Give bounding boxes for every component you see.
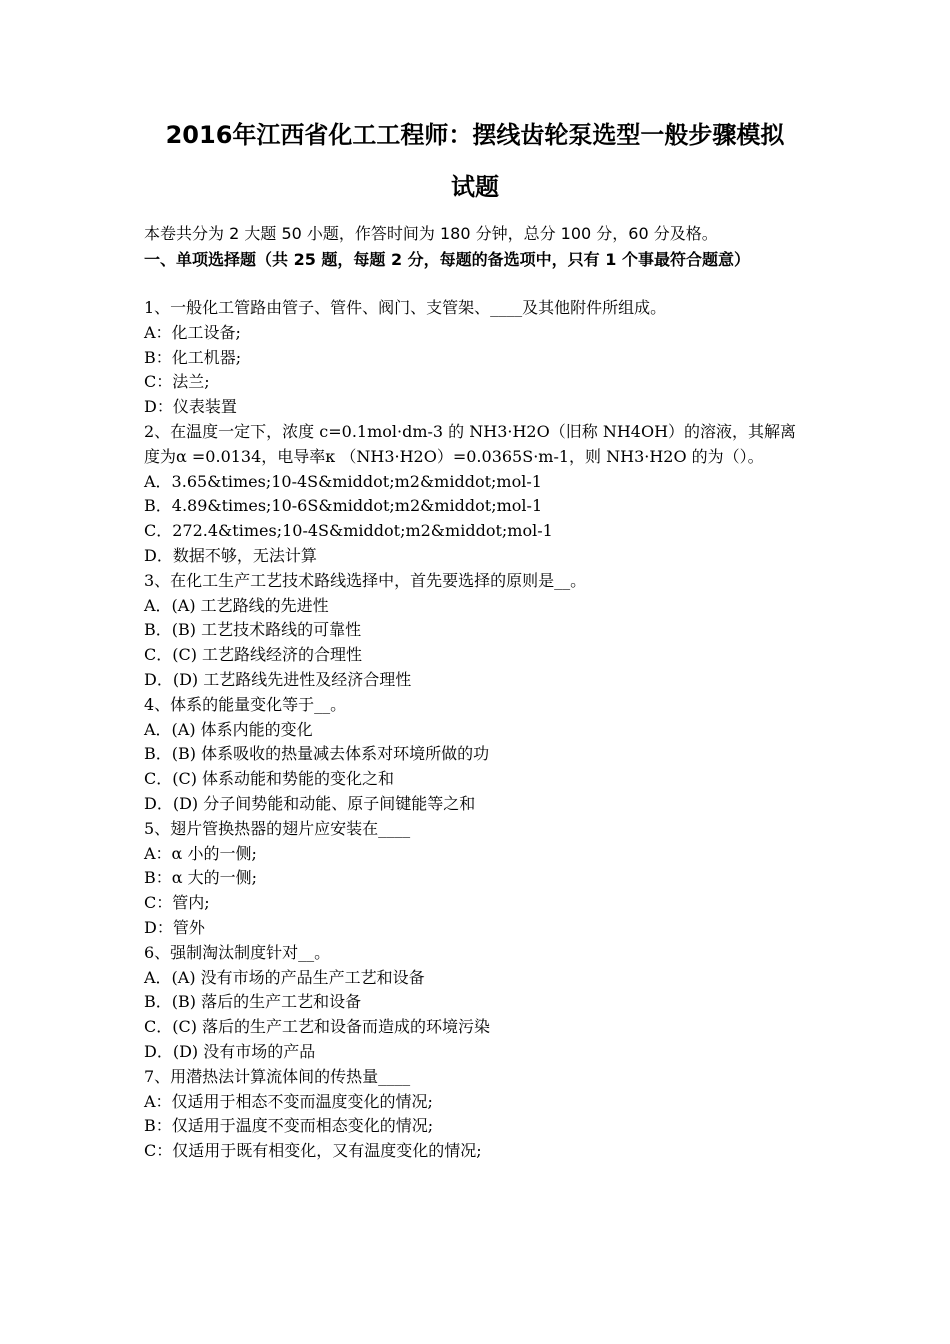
answer-option: C：管内; <box>144 893 210 913</box>
answer-option: A．(A) 体系内能的变化 <box>144 719 313 739</box>
answer-option: B：化工机器; <box>144 347 242 367</box>
exam-intro: 本卷共分为 2 大题 50 小题，作答时间为 180 分钟，总分 100 分，60 分及格。 <box>144 224 718 243</box>
section-heading: 一、单项选择题（共 25 题，每题 2 分，每题的备选项中，只有 1 个事最符合题意） <box>144 250 750 269</box>
document-title-line-1: 2016年江西省化工工程师：摆线齿轮泵选型一般步骤模拟 <box>165 121 785 149</box>
question-list <box>144 296 808 1164</box>
question <box>144 569 808 693</box>
answer-option: D．(D) 没有市场的产品 <box>144 1041 316 1061</box>
answer-option: B．(B) 工艺技术路线的可靠性 <box>144 620 362 640</box>
document-title-line-2: 试题 <box>451 173 499 201</box>
answer-option: A．(A) 没有市场的产品生产工艺和设备 <box>144 967 425 987</box>
question-stem: 6、强制淘汰制度针对__。 <box>144 942 331 962</box>
answer-option: C．(C) 落后的生产工艺和设备而造成的环境污染 <box>144 1017 491 1037</box>
question-stem: 3、在化工生产工艺技术路线选择中，首先要选择的原则是__。 <box>144 570 587 590</box>
question <box>144 1065 808 1164</box>
question <box>144 817 808 941</box>
answer-option: D．(D) 工艺路线先进性及经济合理性 <box>144 669 412 689</box>
answer-option: D．数据不够，无法计算 <box>144 545 317 565</box>
answer-option: B：仅适用于温度不变而相态变化的情况; <box>144 1116 434 1136</box>
answer-option: D：管外 <box>144 917 205 937</box>
answer-option: A．(A) 工艺路线的先进性 <box>144 595 329 615</box>
question <box>144 693 808 817</box>
answer-option: B．4.89&times;10-6S&middot;m2&middot;mol-1 <box>144 496 543 516</box>
answer-option: D：仪表装置 <box>144 397 237 417</box>
question-stem: 4、体系的能量变化等于__。 <box>144 694 347 714</box>
answer-option: B．(B) 落后的生产工艺和设备 <box>144 992 362 1012</box>
question-stem: 5、翅片管换热器的翅片应安装在____ <box>144 818 411 838</box>
question <box>144 941 808 1065</box>
question <box>144 296 808 420</box>
question-stem: 1、一般化工管路由管子、管件、阀门、支管架、____及其他附件所组成。 <box>144 298 667 317</box>
answer-option: B：α 大的一侧; <box>144 868 258 888</box>
answer-option: C．(C) 体系动能和势能的变化之和 <box>144 769 395 789</box>
answer-option: A：化工设备; <box>144 322 241 342</box>
answer-option: A：α 小的一侧; <box>144 843 257 863</box>
question-stem: 7、用潜热法计算流体间的传热量____ <box>144 1066 411 1086</box>
answer-option: D．(D) 分子间势能和动能、原子间键能等之和 <box>144 793 476 813</box>
answer-option: C：仅适用于既有相变化，又有温度变化的情况; <box>144 1141 482 1161</box>
question <box>144 420 808 569</box>
answer-option: A：仅适用于相态不变而温度变化的情况; <box>144 1091 433 1111</box>
answer-option: B．(B) 体系吸收的热量减去体系对环境所做的功 <box>144 744 490 764</box>
answer-option: C．272.4&times;10-4S&middot;m2&middot;mol-1 <box>144 521 553 541</box>
question-stem: 2、在温度一定下，浓度 c=0.1mol·dm-3 的 NH3·H2O（旧称 NH4OH）的溶液，其解离度为α =0.0134，电导率κ （NH3·H2O）=0.0365S·m-1，则 NH3·H2O 的为（）。 <box>144 421 797 466</box>
answer-option: C：法兰; <box>144 372 210 392</box>
answer-option: A．3.65&times;10-4S&middot;m2&middot;mol-1 <box>144 471 542 491</box>
answer-option: C．(C) 工艺路线经济的合理性 <box>144 645 363 665</box>
